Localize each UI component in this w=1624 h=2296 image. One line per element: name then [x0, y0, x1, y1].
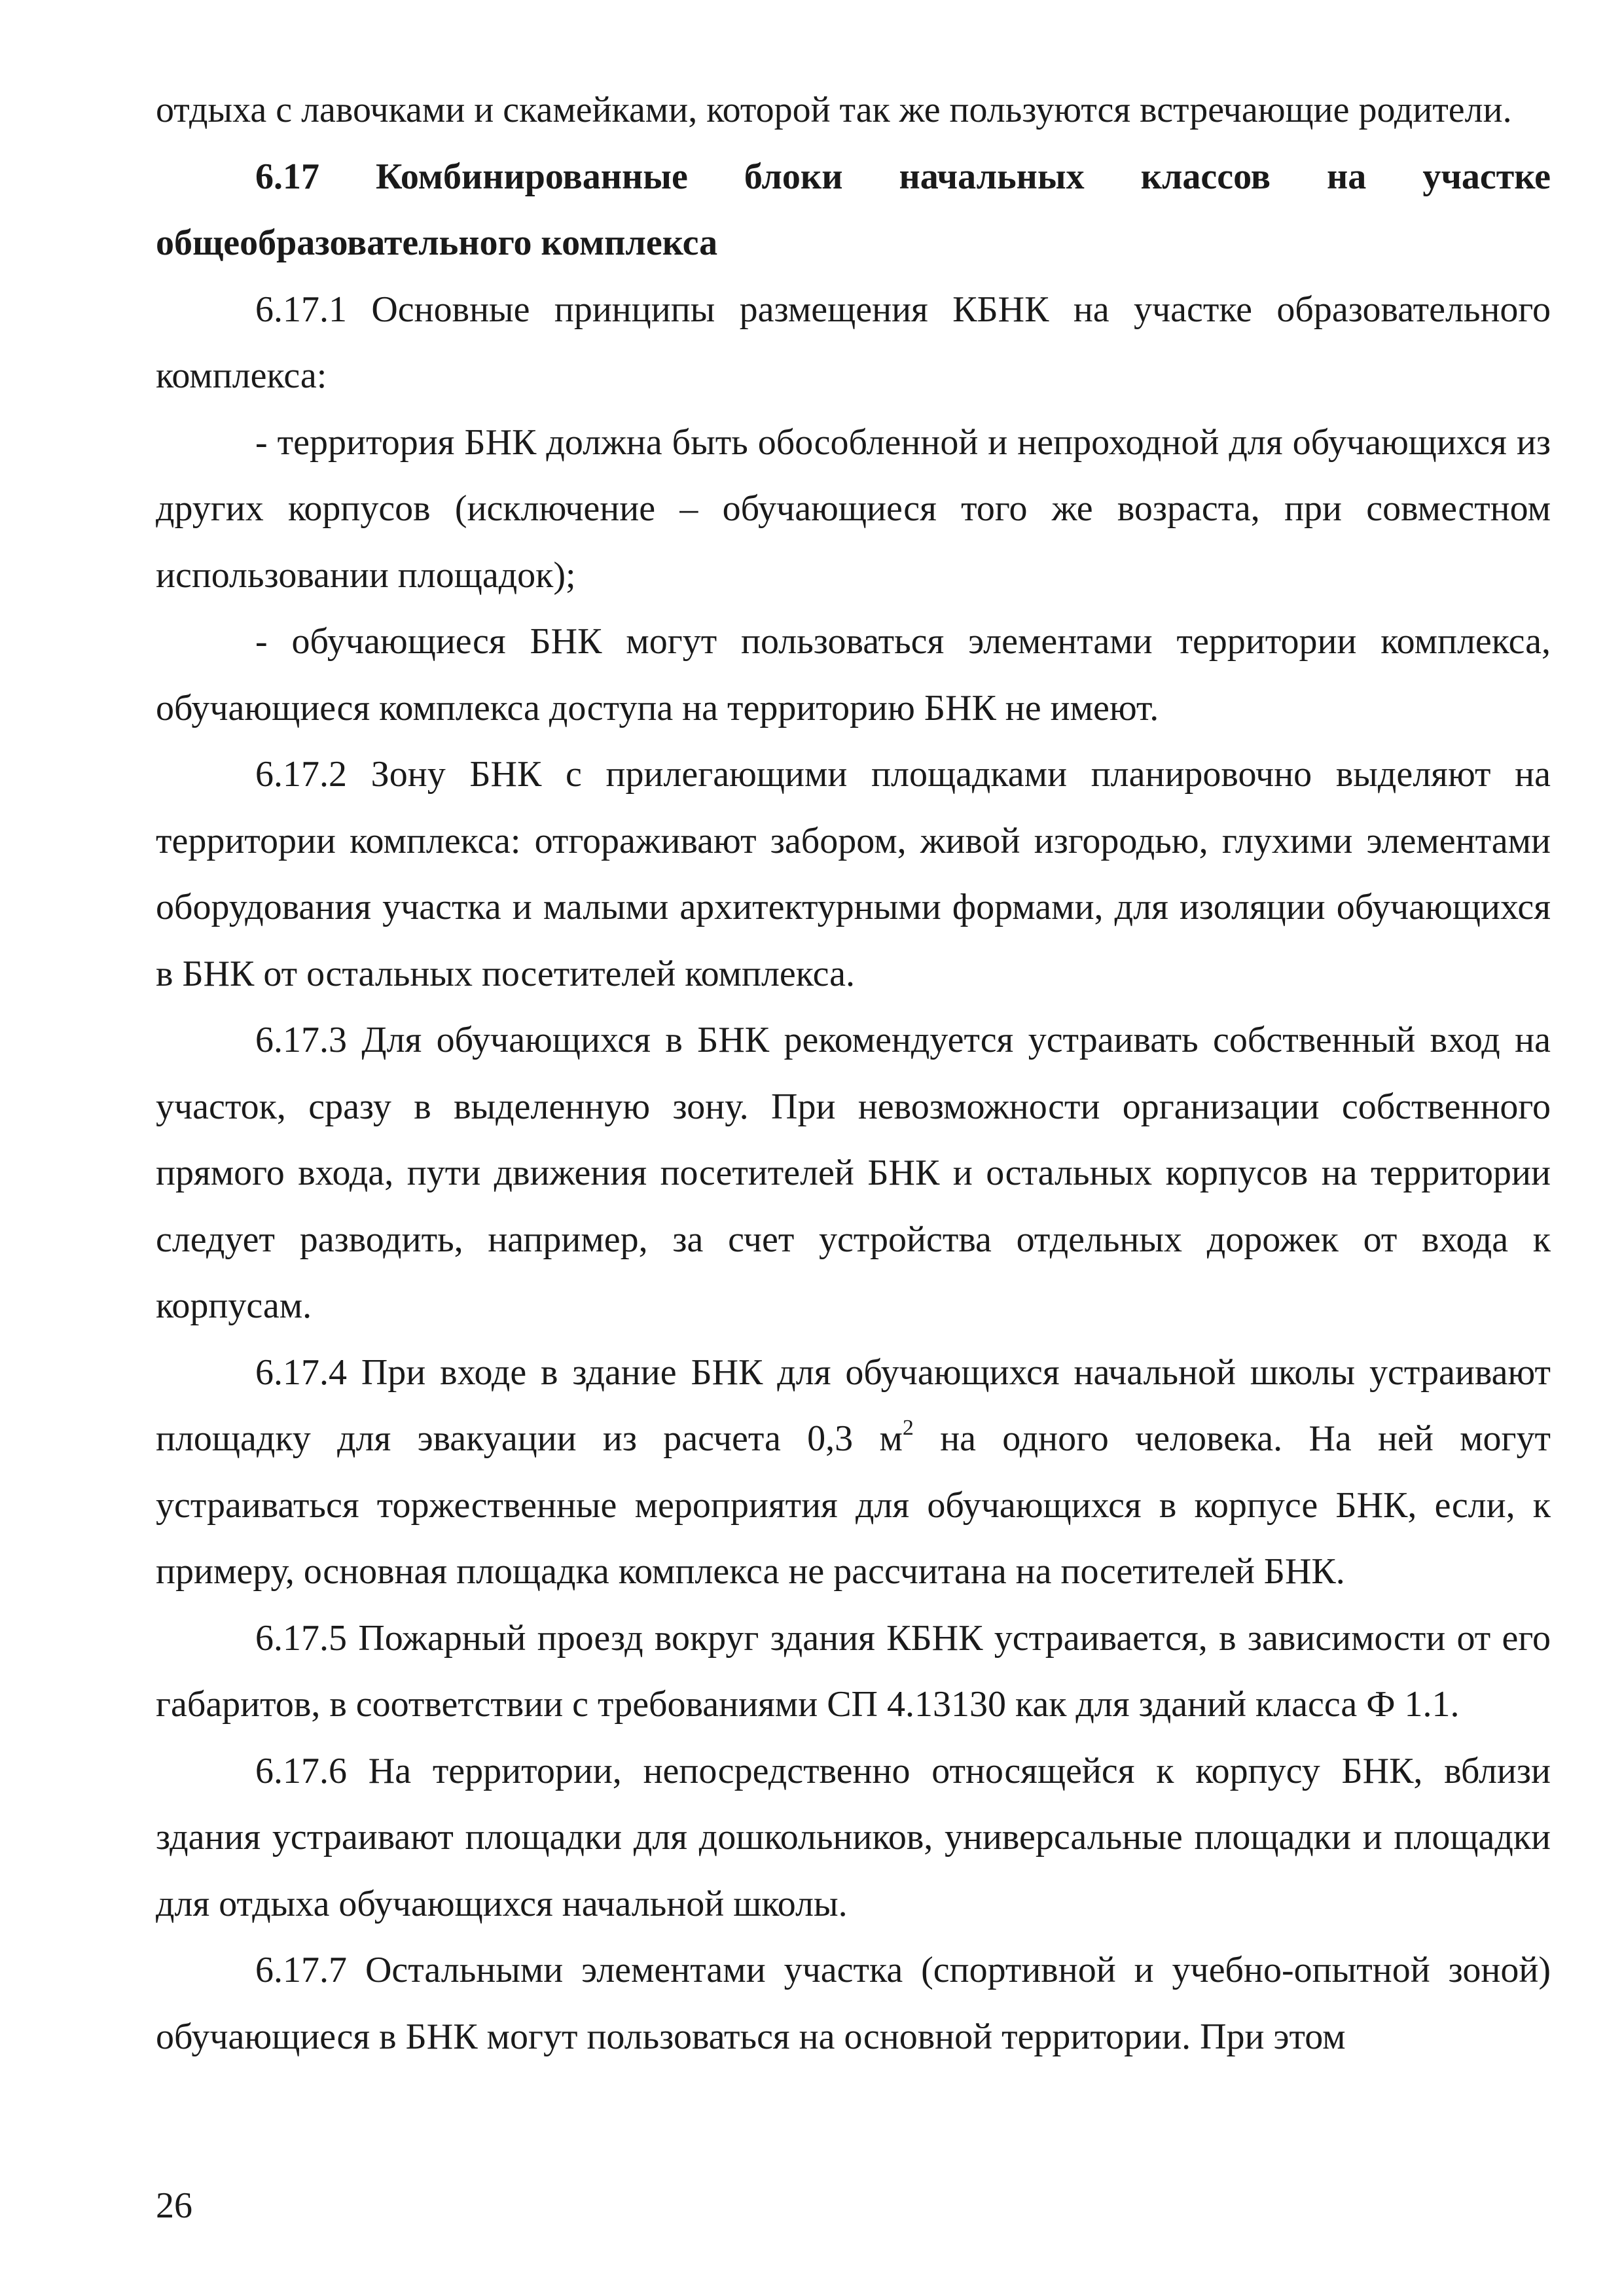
paragraph-6-17-2: 6.17.2 Зону БНК с прилегающими площадками планировочно выделяют на территории комплекса: отгораживают забором, живой изгородью, глухими элементами оборудования участка и малыми архитектурными формами, для изоляции обучающихся в БНК от остальных посетителей комплекса. [156, 754, 1551, 994]
section-heading-6-17: 6.17 Комбинированные блоки начальных классов на участке общеобразовательного комплекса [156, 156, 1551, 263]
paragraph-6-17-5: 6.17.5 Пожарный проезд вокруг здания КБНК устраивается, в зависимости от его габаритов, в соответствии с требованиями СП 4.13130 как для зданий класса Ф 1.1. [156, 1617, 1551, 1725]
paragraph-6-17-4-text-end: на одного человека. На ней могут устраиваться торжественные мероприятия для обучающихся в корпусе БНК, если, к примеру, основная площадка комплекса не рассчитана на посетителей БНК. [156, 1418, 1551, 1592]
page-body [156, 77, 1551, 2070]
paragraph-6-17-4 [156, 1340, 1551, 1605]
paragraph-6-17-1: 6.17.1 Основные принципы размещения КБНК на участке образовательного комплекса: [156, 289, 1551, 396]
superscript-2: 2 [902, 1416, 914, 1440]
paragraph-6-17-4-text-start: 6.17.4 При входе в здание БНК для обучающихся начальной школы устраивают площадку для эвакуации из расчета 0,3 м [156, 1352, 1551, 1459]
list-item-territory: - территория БНК должна быть обособленной и непроходной для обучающихся из других корпусов (исключение – обучающиеся того же возраста, при совместном использовании площадок); [156, 422, 1551, 596]
paragraph-6-17-3: 6.17.3 Для обучающихся в БНК рекомендуется устраивать собственный вход на участок, сразу в выделенную зону. При невозможности организации собственного прямого входа, пути движения посетителей БНК и остальных корпусов на территории следует разводить, например, за счет устройства отдельных дорожек от входа к корпусам. [156, 1020, 1551, 1326]
paragraph-6-17-7: 6.17.7 Остальными элементами участка (спортивной и учебно-опытной зоной) обучающиеся в БНК могут пользоваться на основной территории. При этом [156, 1950, 1551, 2057]
paragraph-6-17-6: 6.17.6 На территории, непосредственно относящейся к корпусу БНК, вблизи здания устраивают площадки для дошкольников, универсальные площадки и площадки для отдыха обучающихся начальной школы. [156, 1750, 1551, 1924]
paragraph-continuation: отдыха с лавочками и скамейками, которой так же пользуются встречающие родители. [156, 90, 1512, 130]
page-number: 26 [156, 2185, 192, 2226]
list-item-elements: - обучающиеся БНК могут пользоваться элементами территории комплекса, обучающиеся комплекса доступа на территорию БНК не имеют. [156, 621, 1551, 728]
